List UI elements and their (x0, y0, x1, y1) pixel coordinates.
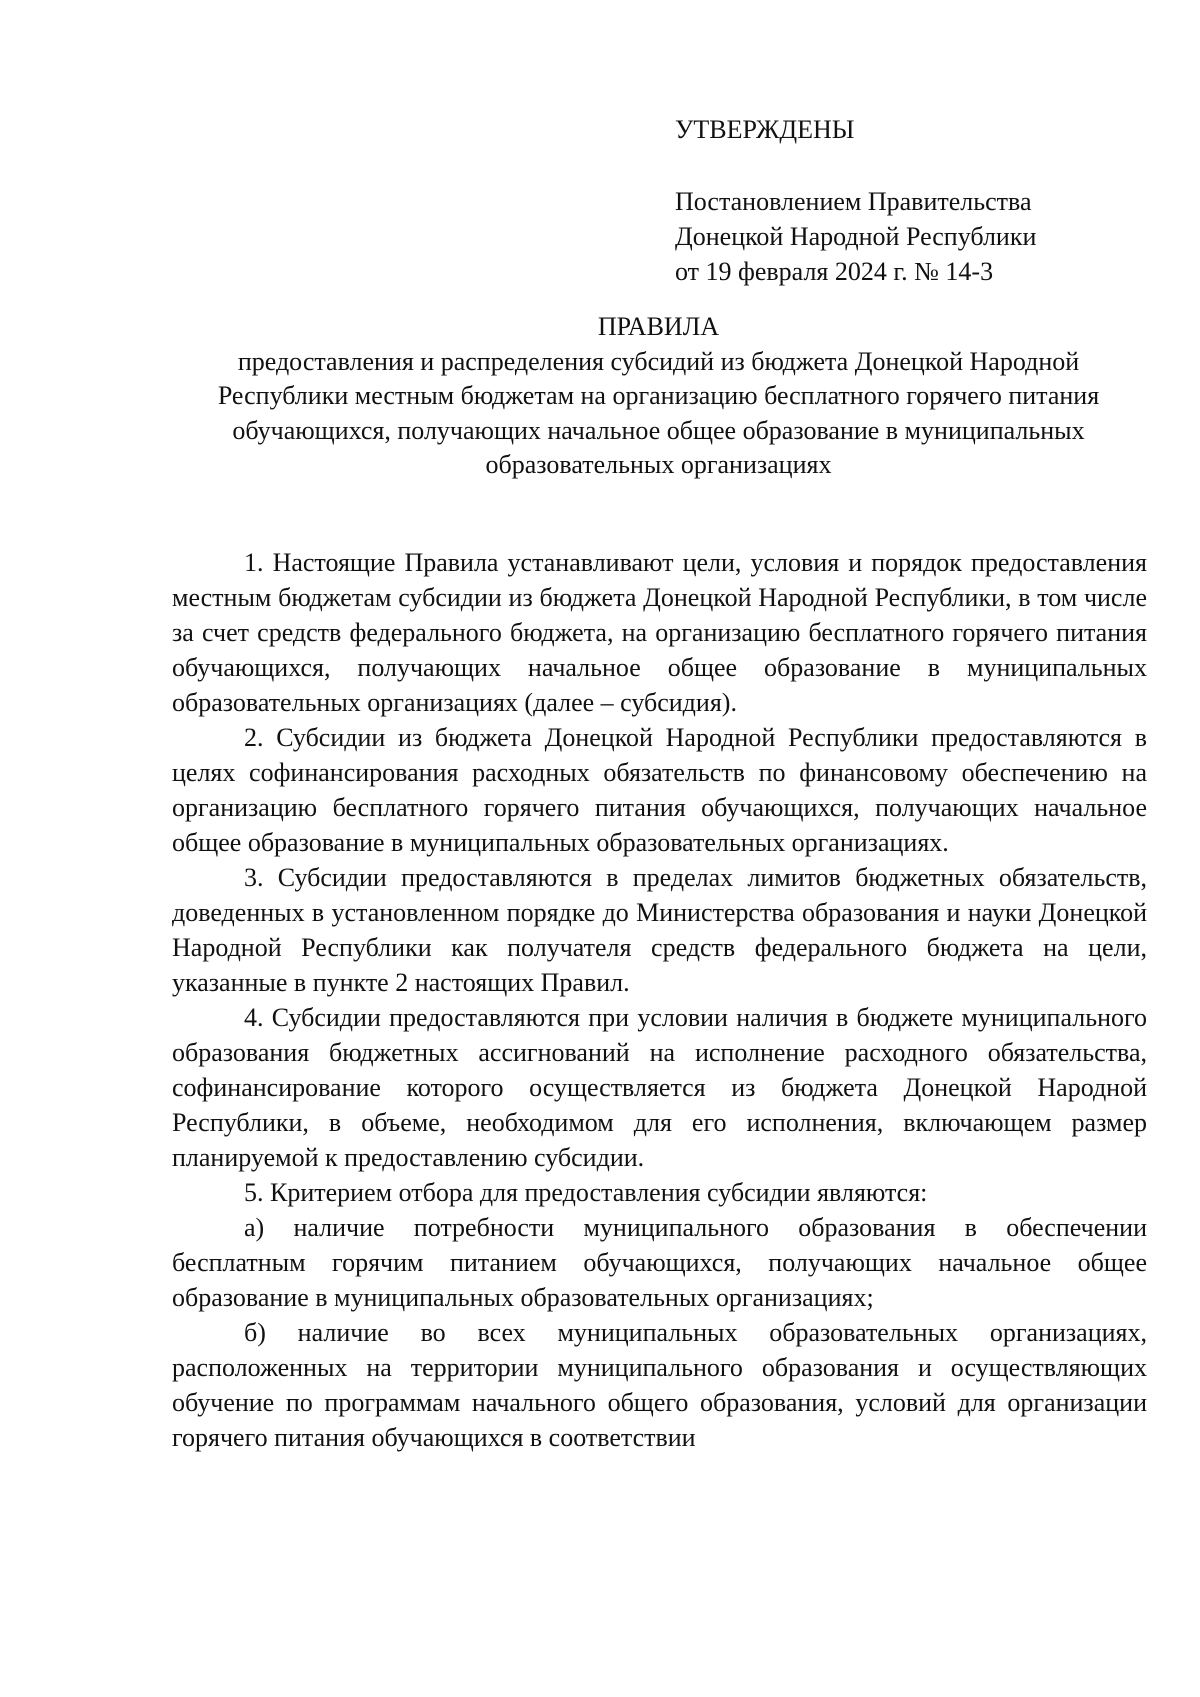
paragraph-4: 4. Субсидии предоставляются при условии наличия в бюджете муниципального образования бюджетных ассигнований на исполнение расходного обязательства, софинансирование которого осуществляется из бюджета Донецкой Народной Республики, в объеме, необходимом для его исполнения, включающем размер планируемой к предоставлению субсидии. (172, 1003, 1147, 1172)
paragraph-1: 1. Настоящие Правила устанавливают цели, условия и порядок предоставления местным бюджетам субсидии из бюджета Донецкой Народной Республики, в том числе за счет средств федерального бюджета, на организацию бесплатного горячего питания обучающихся, получающих начальное общее образование в муниципальных образовательных организациях (далее – субсидия). (172, 548, 1147, 717)
paragraph-2: 2. Субсидии из бюджета Донецкой Народной Республики предоставляются в целях софинансирования расходных обязательств по финансовому обеспечению на организацию бесплатного горячего питания обучающихся, получающих начальное общее образование в муниципальных образовательных организациях. (172, 723, 1147, 857)
paragraph-5: 5. Критерием отбора для предоставления субсидии являются: (244, 1178, 928, 1207)
approval-stamp-block (675, 112, 1155, 289)
paragraph-5b: б) наличие во всех муниципальных образовательных организациях, расположенных на территории муниципального образования и осуществляющих обучение по программам начального общего образования, условий для организации горячего питания обучающихся в соответствии (172, 1318, 1147, 1452)
paragraph-5a: а) наличие потребности муниципального образования в обеспечении бесплатным горячим питанием обучающихся, получающих начальное общее образование в муниципальных образовательных организациях; (172, 1213, 1147, 1312)
approval-date-line: от 19 февраля 2024 г. № 14-3 (675, 257, 994, 286)
document-title: ПРАВИЛА (597, 312, 720, 341)
document-subtitle: предоставления и распределения субсидий из бюджета Донецкой Народной Республики местным бюджетам на организацию бесплатного горячего питания обучающихся, получающих начальное общее образование в муниципальных образовательных организациях (217, 346, 1100, 479)
approval-decree-line: Постановлением Правительства (675, 187, 1032, 216)
title-block (170, 310, 1147, 483)
paragraph-3: 3. Субсидии предоставляются в пределах лимитов бюджетных обязательств, доведенных в установленном порядке до Министерства образования и науки Донецкой Народной Республики как получателя средств федерального бюджета на цели, указанные в пункте 2 настоящих Правил. (172, 863, 1147, 997)
document-body (172, 545, 1147, 1455)
approved-label: УТВЕРЖДЕНЫ (675, 115, 855, 144)
approval-government-line: Донецкой Народной Республики (675, 222, 1037, 251)
